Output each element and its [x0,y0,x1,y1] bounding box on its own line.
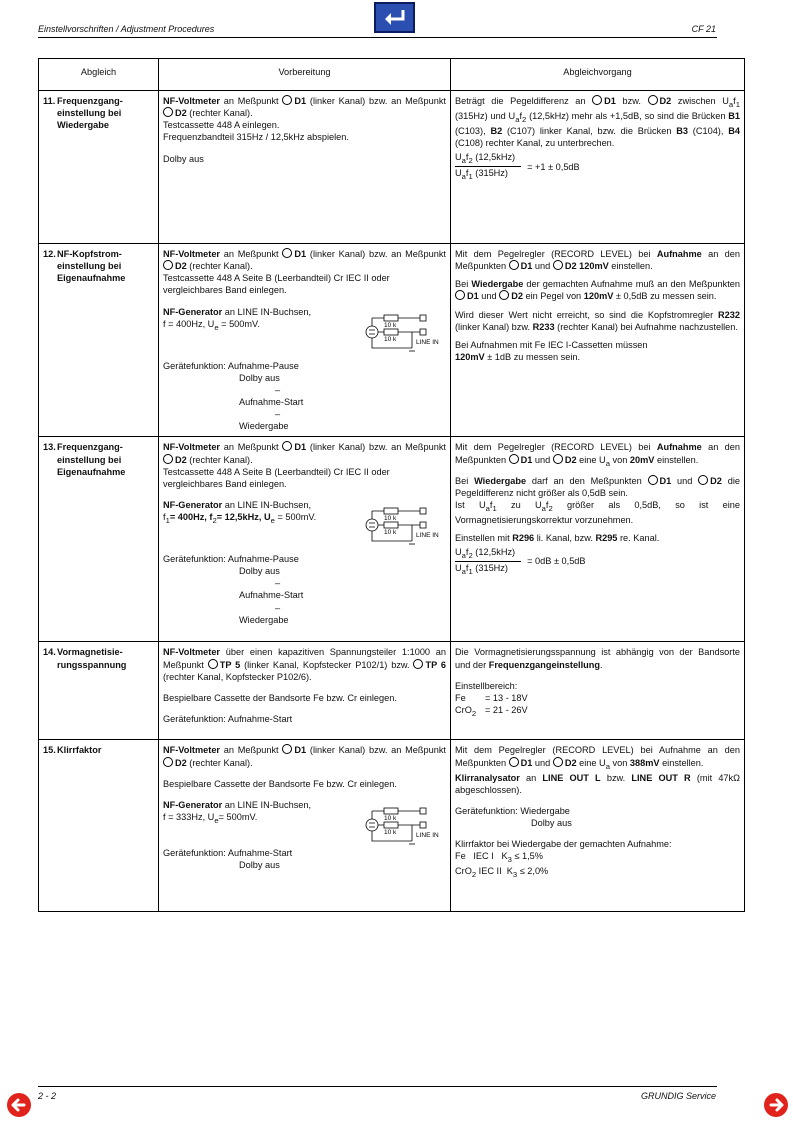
page-number: 2 - 2 [38,1091,57,1101]
prep-line: – [275,384,281,395]
proc-text: CrO$_2$ = 21 - 26V [455,704,528,718]
row-procedure [451,740,745,912]
prep-line: – [275,409,281,420]
header-model: CF 21 [691,24,716,34]
col-header-vorbereitung: Vorbereitung [159,59,451,91]
prep-voltmeter: NF-Voltmeter an Meßpunkt D1 (linker Kanal) bzw. an Meßpunkt D2 (rechter Kanal). [163,442,446,465]
line-in-schematic [364,801,446,847]
row-number: 12. [43,249,56,259]
row-title-text: Frequenzgang-einstellung bei Eigenaufnahme [57,442,126,477]
prep-line: Testcassette 448 A Seite B (Leerbandteil) Cr IEC II oder vergleichbares Band einlegen. [163,466,390,489]
circle-icon [163,757,173,767]
proc-text: Mit dem Pegelregler (RECORD LEVEL) bei Aufnahme an den Meßpunkten D1 und D2 120mV einstellen. [455,249,740,272]
prep-line: Testcassette 448 A einlegen. [163,120,280,131]
circle-icon [499,290,509,300]
svg-text:10 k: 10 k [384,814,397,822]
prep-line: Dolby aus [239,859,280,870]
circle-icon [698,475,708,485]
table-row [39,244,745,437]
circle-icon [648,475,658,485]
row-title [39,740,159,912]
circle-icon [163,454,173,464]
proc-text: Bei Wiedergabe darf an den Meßpunkten D1 und D2 die Pegeldifferenz nicht größer als 0,5dB sein. Ist $U_af_1$ zu $U_af_2$ größer als 0,5dB, so ist eine Vormagnetisierungskorrektur vorzunehmen. [455,475,741,525]
circle-icon [553,454,563,464]
arrow-right-icon[interactable] [763,1092,789,1118]
prep-line: Frequenzbandteil 315Hz / 12,5kHz abspielen. [163,132,349,143]
svg-text:10 k: 10 k [384,335,397,343]
prep-line: Bespielbare Cassette der Bandsorte Fe bzw. Cr einlegen. [163,692,397,703]
row-title [39,244,159,437]
proc-text: Bei Aufnahmen mit Fe IEC I-Cassetten müssen 120mV ± 1dB zu messen sein. [455,339,648,362]
header-rule [38,37,717,38]
prep-voltmeter: NF-Voltmeter über einen kapazitiven Spannungsteiler 1:1000 an Meßpunkt TP 5 (linker Kanal, Kopfstecker P102/1) bzw. TP 6 (rechter Kanal, Kopfstecker P102/6). [163,647,446,682]
formula: $\frac{U_af_2 (12,5kHz)}{U_af_1 (315Hz)}$ = +1 ± 0,5dB [455,152,580,181]
row-procedure [451,91,745,244]
circle-icon [282,248,292,258]
table-row [39,740,745,912]
prep-line: Gerätefunktion: Aufnahme-Start [163,713,293,724]
table-row [39,642,745,740]
proc-text: Bei Wiedergabe der gemachten Aufnahme muß an den Meßpunkten D1 und D2 ein Pegel von 120mV ± 0,5dB zu messen sein. [455,279,740,302]
prep-line: Testcassette 448 A Seite B (Leerbandteil) Cr IEC II oder vergleichbares Band einlegen. [163,273,390,296]
circle-icon [509,454,519,464]
table-row [39,91,745,244]
proc-text: Wird dieser Wert nicht erreicht, so sind die Kopfstromregler R232 (linker Kanal) bzw. R233 (rechter Kanal) bei Aufnahme nachzustellen. [455,309,740,332]
prep-line: Dolby aus [239,566,280,577]
proc-text: Fe = 13 - 18V [455,692,528,703]
adjustment-table [38,58,745,912]
line-in-schematic [364,501,446,547]
footer-rule [38,1086,717,1087]
circle-icon [282,95,292,105]
proc-text: Einstellbereich: [455,680,518,691]
svg-text:10 k: 10 k [384,514,397,522]
row-title-text: Klirrfaktor [57,745,102,756]
circle-icon [282,744,292,754]
prep-line: Wiedergabe [239,614,289,625]
header-title: Einstellvorschriften / Adjustment Procedures [38,24,215,34]
row-title-text: Frequenzgang-einstellung bei Wiedergabe [57,96,123,131]
prep-line: Aufnahme-Start [239,590,304,601]
svg-text:LINE IN: LINE IN [416,831,439,839]
proc-text: Mit dem Pegelregler (RECORD LEVEL) bei Aufnahme an den Meßpunkten D1 und D2 eine $U_a$ von 388mV einstellen. Klirranalysator an LINE OUT L bzw. LINE OUT R (mit 47kΩ abgeschlossen). [455,745,741,795]
circle-icon [592,95,602,105]
prep-line: Gerätefunktion: Aufnahme-Pause [163,553,299,564]
circle-icon [282,441,292,451]
return-arrow-icon [382,8,408,28]
arrow-left-icon[interactable] [6,1092,32,1118]
col-header-abgleichvorgang: Abgleichvorgang [451,59,745,91]
circle-icon [208,659,218,669]
formula: $\frac{U_af_2 (12,5kHz)}{U_af_1 (315Hz)}$ = 0dB ± 0,5dB [455,547,586,576]
prep-line: Dolby aus [163,153,204,164]
proc-text: Einstellen mit R296 li. Kanal, bzw. R295 re. Kanal. [455,532,660,543]
circle-icon [163,260,173,270]
circle-icon [509,757,519,767]
row-prep [159,91,451,244]
row-number: 11. [43,96,56,106]
proc-text: Beträgt die Pegeldifferenz an D1 bzw. D2 zwischen $U_af_1$ (315Hz) und $U_af_2$ (12,5kHz) mehr als +1,5dB, so sind die Brücken B1 (C103), B2 (C107) linker Kanal, bzw. die Brücken B3 (C104), B4 (C108) rechter Kanal, zu unterbrechen. [455,96,740,149]
svg-text:10 k: 10 k [384,828,397,836]
proc-text: Mit dem Pegelregler (RECORD LEVEL) bei Aufnahme an den Meßpunkten D1 und D2 eine $U_a$ von 20mV einstellen. [455,442,740,468]
proc-text: Die Vormagnetisierungsspannung ist abhängig von der Bandsorte und der Frequenzgangeinstellung. [455,647,740,670]
prep-line: – [275,602,281,613]
circle-icon [455,290,465,300]
row-title [39,91,159,244]
row-procedure [451,642,745,740]
circle-icon [163,107,173,117]
prep-line: Gerätefunktion: Aufnahme-Start [163,847,293,858]
svg-text:10 k: 10 k [384,528,397,536]
prep-line: Wiedergabe [239,421,289,432]
circle-icon [509,260,519,270]
prep-voltmeter: NF-Voltmeter an Meßpunkt D1 (linker Kanal) bzw. an Meßpunkt D2 (rechter Kanal). [163,745,446,768]
proc-text: Dolby aus [531,817,572,828]
prep-line: Dolby aus [239,372,280,383]
prep-line: Bespielbare Cassette der Bandsorte Fe bzw. Cr einlegen. [163,778,397,789]
col-header-abgleich: Abgleich [39,59,159,91]
back-button[interactable] [374,2,415,33]
proc-text: CrO$_2$ IEC II $K_3 \le 2,0\%$ [455,866,549,879]
row-number: 14. [43,647,56,658]
prep-voltmeter: NF-Voltmeter an Meßpunkt D1 (linker Kanal) bzw. an Meßpunkt D2 (rechter Kanal). [163,96,446,119]
row-title [39,437,159,642]
svg-text:LINE IN: LINE IN [416,531,439,539]
proc-text: Gerätefunktion: Wiedergabe [455,805,570,816]
svg-text:LINE IN: LINE IN [416,338,439,346]
prep-line: Aufnahme-Start [239,396,304,407]
circle-icon [413,659,423,669]
generator-block: NF-Generator an LINE IN-Buchsen, f = 333Hz, $U_e= 500mV$. 10 k 10 k LINE IN [163,799,446,847]
table-row [39,437,745,642]
generator-block: NF-Generator an LINE IN-Buchsen, $f_1= 400Hz$, $f_2= 12,5kHz$, $U_e = 500mV$. 10 k 10 k LINE IN [163,499,446,547]
row-procedure [451,244,745,437]
row-number: 15. [43,745,56,756]
circle-icon [553,757,563,767]
row-title-text: NF-Kopfstrom-einstellung bei Eigenaufnahme [57,249,126,284]
line-in-schematic [364,308,446,354]
row-prep [159,642,451,740]
prep-line: Gerätefunktion: Aufnahme-Pause [163,360,299,371]
row-prep [159,437,451,642]
proc-text: Fe IEC I $K_3 \le 1,5\%$ [455,851,543,865]
row-title-text: Vormagnetisie-rungsspannung [57,647,127,670]
circle-icon [553,260,563,270]
row-procedure [451,437,745,642]
circle-icon [648,95,658,105]
row-prep [159,740,451,912]
table-header-row [39,59,745,91]
prep-line: – [275,578,281,589]
row-title [39,642,159,740]
row-number: 13. [43,442,56,453]
footer-brand: GRUNDIG Service [640,1091,716,1101]
row-prep [159,244,451,437]
prep-voltmeter: NF-Voltmeter an Meßpunkt D1 (linker Kanal) bzw. an Meßpunkt D2 (rechter Kanal). [163,249,446,272]
svg-text:10 k: 10 k [384,321,397,329]
proc-text: Klirrfaktor bei Wiedergabe der gemachten Aufnahme: [455,839,672,850]
generator-block: NF-Generator an LINE IN-Buchsen, f = 400Hz, $U_e = 500mV$. 10 k 10 k LINE IN [163,306,446,354]
